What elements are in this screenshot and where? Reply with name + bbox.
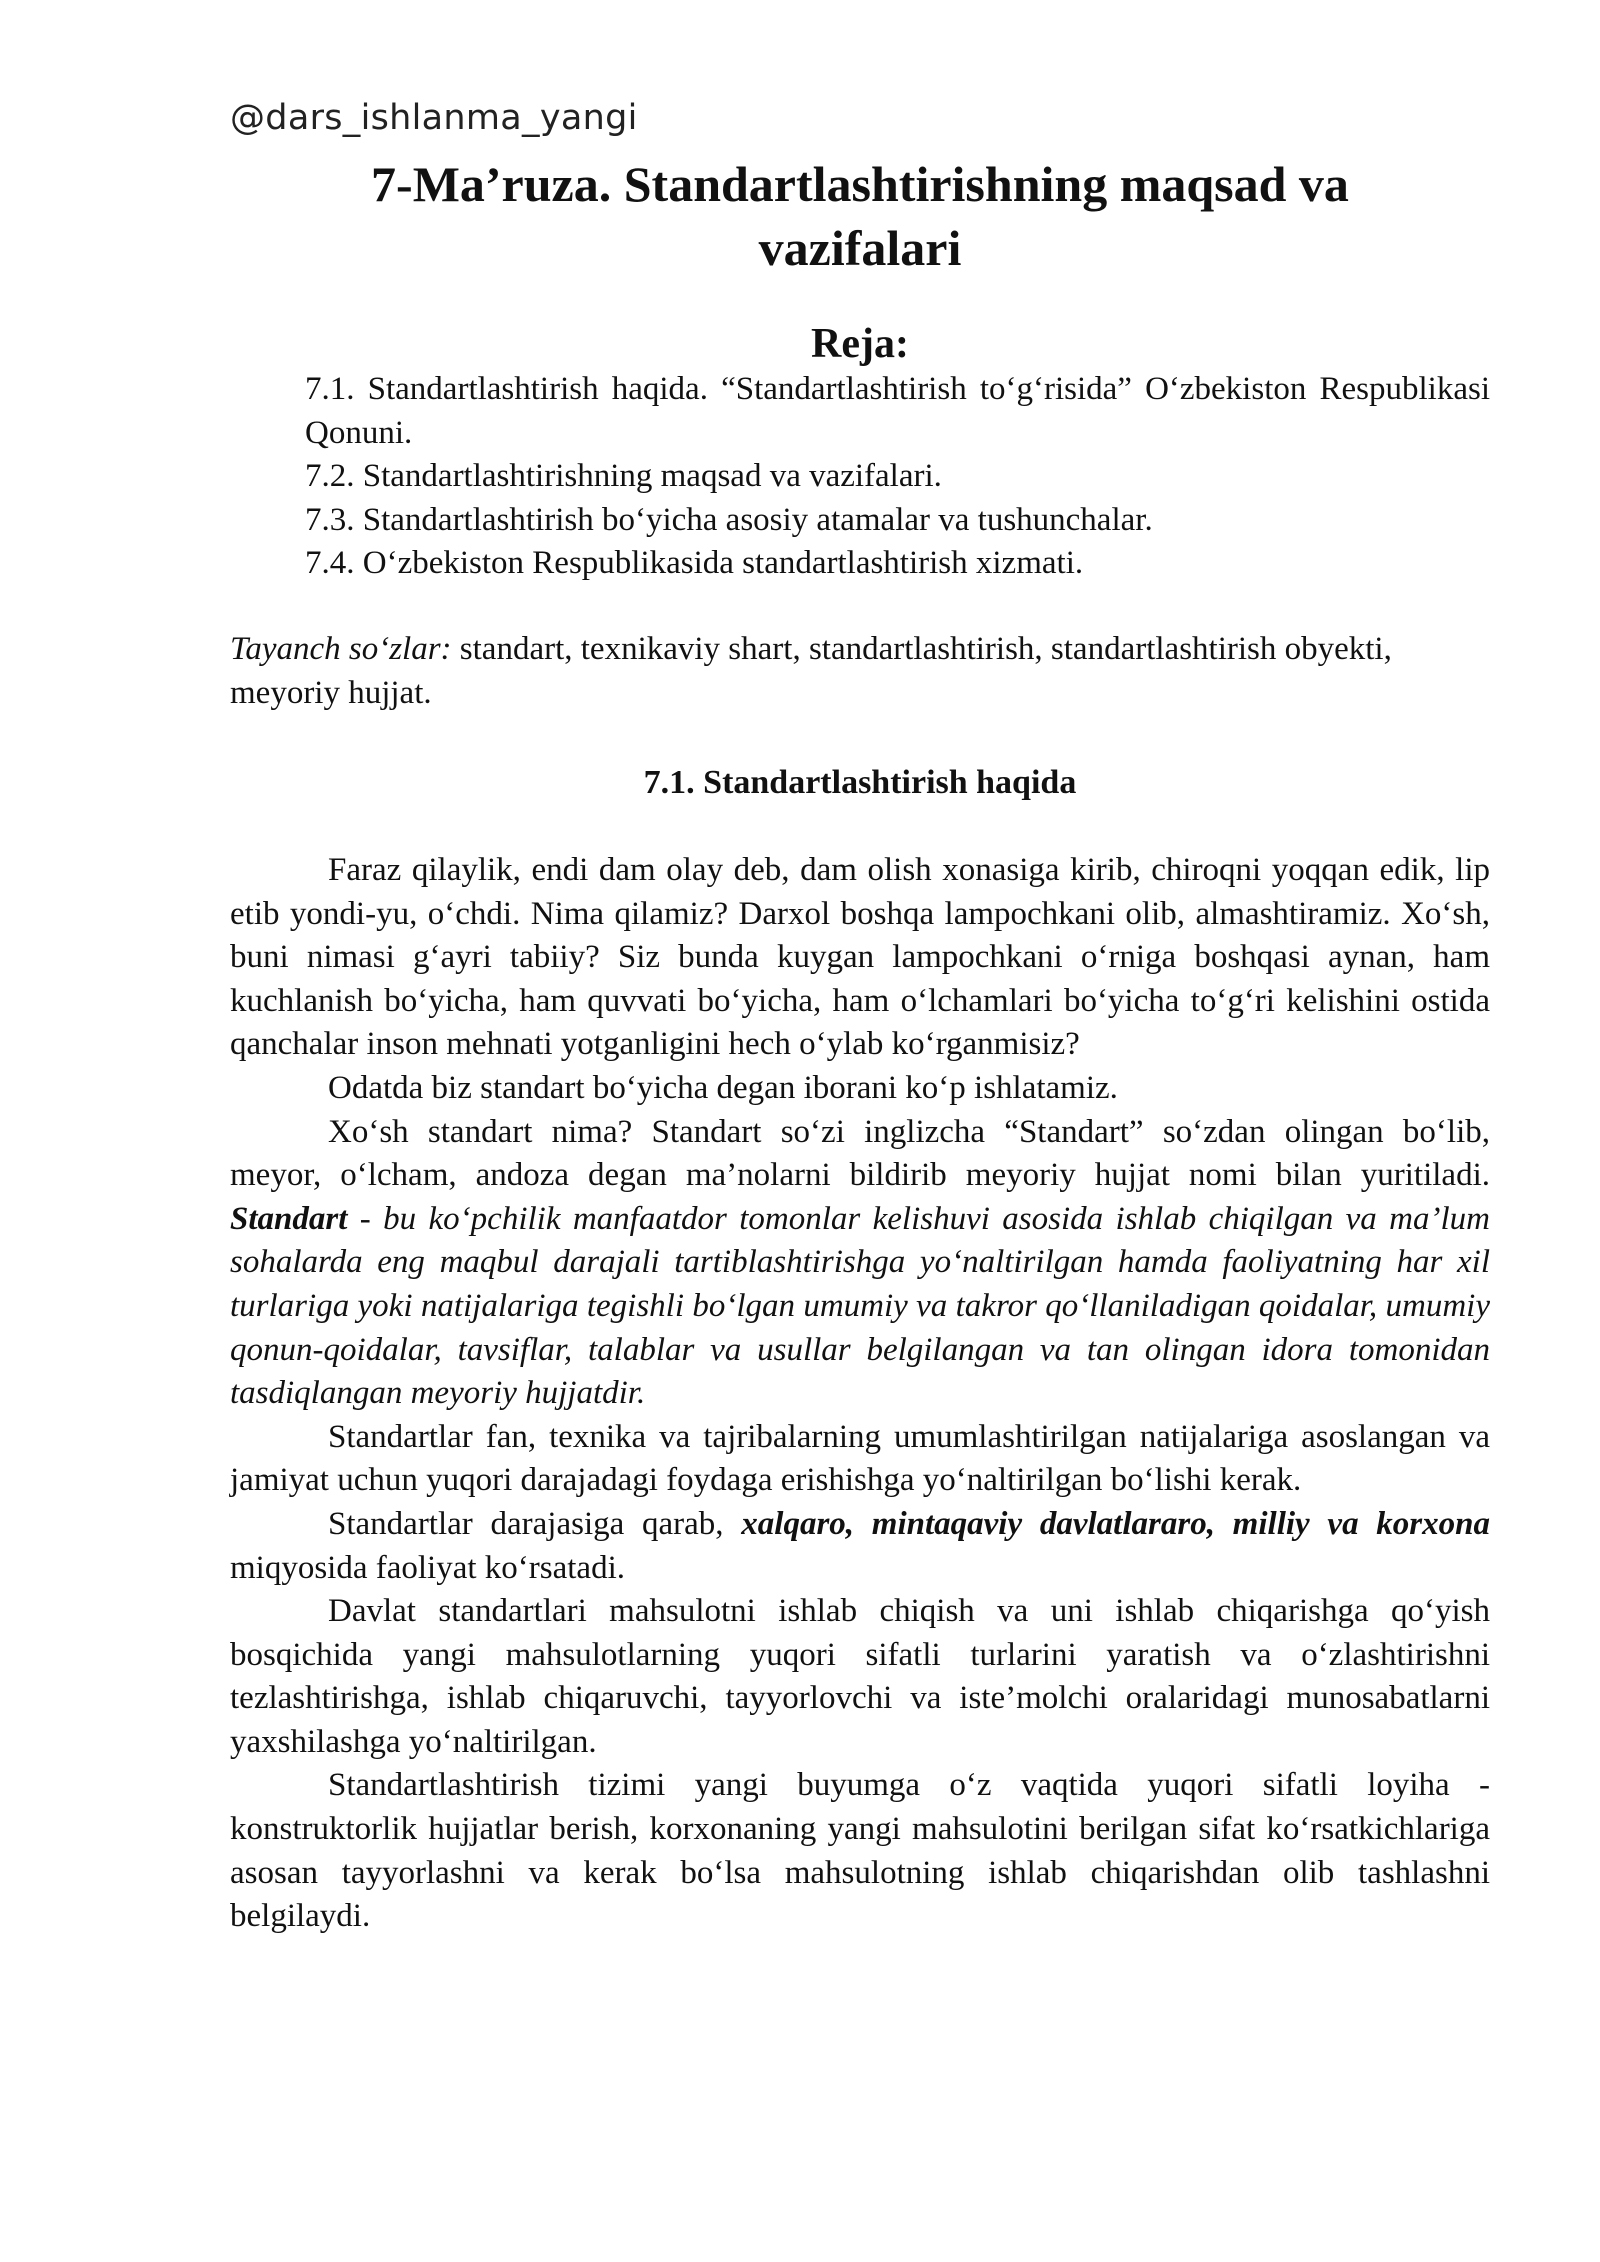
plan-list [305, 368, 1490, 586]
keywords-paragraph [230, 627, 1490, 715]
paragraph-5-start: Standartlar darajasiga qarab, [328, 1505, 742, 1542]
standard-definition: - bu ko‘pchilik manfaatdor tomonlar kelishuvi asosida ishlab chiqilgan va ma’lum sohalarda eng maqbul darajali tartiblashtirishga yo‘naltirilgan hamda faoliyatning har xil turlariga yoki natijalariga tegishli bo‘lgan umumiy va takror qo‘llaniladigan qoidalar, umumiy qonun-qoidalar, tavsiflar, talablar va usullar belgilangan va tan olingan idora tomonidan tasdiqlangan meyoriy hujjatdir. [230, 1200, 1490, 1412]
plan-item-2: 7.2. Standartlashtirishning maqsad va vazifalari. [305, 458, 942, 494]
paragraph-5 [230, 1503, 1490, 1590]
section-heading: 7.1. Standartlashtirish haqida [643, 764, 1077, 801]
paragraph-3 [230, 1111, 1490, 1416]
lecture-title-line-1: 7-Ma’ruza. Standartlashtirishning maqsad va [371, 156, 1349, 212]
lecture-title-line-2: vazifalari [758, 220, 962, 276]
plan-item-4: 7.4. O‘zbekiston Respublikasida standartlashtirish xizmati. [305, 545, 1084, 581]
paragraph-3-intro: Xo‘sh standart nima? Standart so‘zi inglizcha “Standart” so‘zdan olingan bo‘lib, meyor, o‘lcham, andoza degan ma’nolarni bildirib meyoriy hujjat nomi bilan yuritiladi. [230, 1113, 1490, 1194]
channel-watermark: @dars_ishlanma_yangi [230, 98, 638, 138]
body-text [230, 849, 1490, 1939]
keywords-text: standart, texnikaviy shart, standartlashtirish, standartlashtirish obyekti, meyoriy hujjat. [230, 631, 1392, 711]
paragraph-5-end: miqyosida faoliyat ko‘rsatadi. [230, 1549, 625, 1586]
paragraph-6: Davlat standartlari mahsulotni ishlab chiqish va uni ishlab chiqarishga qo‘yish bosqichida yangi mahsulotlarning yuqori sifatli turlarini yaratish va o‘zlashtirishni tezlashtirishga, ishlab chiqaruvchi, tayyorlovchi va iste’molchi oralaridagi munosabatlarni yaxshilashga yo‘naltirilgan. [230, 1593, 1490, 1760]
paragraph-4: Standartlar fan, texnika va tajribalarning umumlashtirilgan natijalariga asoslangan va jamiyat uchun yuqori darajadagi foydaga erishishga yo‘naltirilgan bo‘lishi kerak. [230, 1418, 1490, 1499]
paragraph-1: Faraz qilaylik, endi dam olay deb, dam olish xonasiga kirib, chiroqni yoqqan edik, lip etib yondi-yu, o‘chdi. Nima qilamiz? Darxol boshqa lampochkani olib, almashtiramiz. Xo‘sh, buni nimasi g‘ayri tabiiy? Siz bunda kuygan lampochkani o‘rniga boshqasi aynan, ham kuchlanish bo‘yicha, ham quvvati bo‘yicha, ham o‘lchamlari bo‘yicha to‘g‘ri kelishini ostida qanchalar inson mehnati yotganligini hech o‘ylab ko‘rganmisiz? [230, 852, 1490, 1063]
lecture-title [230, 152, 1490, 280]
paragraph-7: Standartlashtirish tizimi yangi buyumga o‘z vaqtida yuqori sifatli loyiha - konstruktorlik hujjatlar berish, korxonaning yangi mahsulotini berilgan sifat ko‘rsatkichlariga asosan tayyorlashni va kerak bo‘lsa mahsulotning ishlab chiqarishdan olib tashlashni belgilaydi. [230, 1767, 1490, 1935]
plan-item-1: 7.1. Standartlashtirish haqida. “Standartlashtirish to‘g‘risida” O‘zbekiston Respublikasi Qonuni. [305, 371, 1490, 451]
keywords-label: Tayanch so‘zlar: [230, 631, 452, 667]
standard-levels: xalqaro, mintaqaviy davlatlararo, milliy va korxona [741, 1505, 1490, 1542]
plan-heading: Reja: [811, 321, 909, 367]
standard-term: Standart [230, 1200, 348, 1237]
paragraph-2: Odatda biz standart bo‘yicha degan iborani ko‘p ishlatamiz. [328, 1069, 1118, 1106]
plan-item-3: 7.3. Standartlashtirish bo‘yicha asosiy atamalar va tushunchalar. [305, 501, 1153, 538]
